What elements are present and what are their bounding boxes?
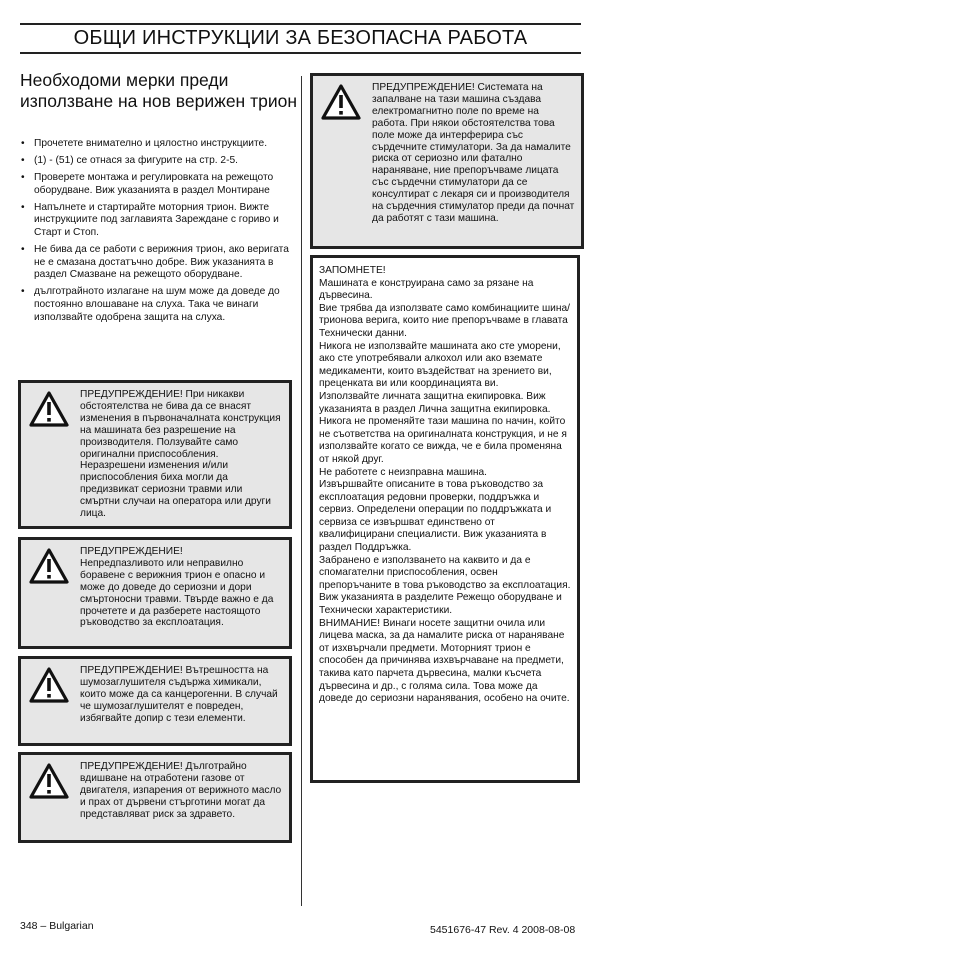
- precautions-list: [20, 138, 295, 329]
- list-item: • (1) - (51) се отнася за фигурите на стр. 2-5.: [20, 155, 295, 168]
- warning-box-pacemaker: [310, 73, 584, 249]
- list-item: • Прочетете внимателно и цялостно инструкциите.: [20, 138, 295, 151]
- list-item: • Проверете монтажа и регулировката на режещото оборудване. Виж указанията в раздел Монтиране: [20, 172, 295, 197]
- document-revision: 5451676-47 Rev. 4 2008-08-08: [430, 924, 576, 936]
- section-heading: Необходоми мерки преди използване на нов верижен трион: [20, 70, 297, 111]
- header-rule-bottom: [20, 52, 581, 54]
- page-number: 348 – Bulgarian: [20, 920, 94, 932]
- warning-triangle-icon: [321, 84, 361, 120]
- list-item: • Напълнете и стартирайте моторния трион. Вижте инструкциите под заглавията Зареждане с гориво и Старт и Стоп.: [20, 202, 295, 240]
- warning-triangle-icon: [29, 763, 69, 799]
- warning-box-exhaust: [18, 752, 292, 843]
- warning-triangle-icon: [29, 548, 69, 584]
- warning-text: ПРЕДУПРЕЖДЕНИЕ! Непредпазливото или неправилно боравене с верижния трион е опасно и може до доведе до сериозни и дори смъртоносни травми. Твърде важно е да прочетете и да разберете настоящото ръководство за експлоатация.: [80, 546, 274, 629]
- column-divider: [301, 76, 302, 906]
- warning-text: ПРЕДУПРЕЖДЕНИЕ! Системата на запалване на тази машина създава електромагнитно поле по време на работа. При някои обстоятелства това поле може да интерферира със сърдечните стимулатори. За да намалите риска от сериозно или фатално нараняване, ние препоръчваме лицата със сърдечни стимулатори да се консултират с лекаря си и производителя на сърдечния стимулатор преди да почнат да работят с тази машина.: [372, 82, 575, 224]
- list-item: • дълготрайното излагане на шум може да доведе до постоянно влошаване на слуха. Така че винаги използвайте одобрена защита на слуха.: [20, 286, 295, 324]
- warning-triangle-icon: [29, 667, 69, 703]
- warning-text: ПРЕДУПРЕЖДЕНИЕ! Дълготрайно вдишване на отработени газове от двигателя, изпарения от верижното масло и прах от дървени стърготини могат да представляват риск за здравето.: [80, 761, 282, 820]
- warning-text: ПРЕДУПРЕЖДЕНИЕ! Вътрешността на шумозаглушителя съдържа химикали, които може да са канцерогенни. В случай че шумозаглушителят е повреден, избягвайте допир с тези елементи.: [80, 665, 278, 724]
- remember-box: [310, 255, 580, 783]
- warning-box-muffler: [18, 656, 292, 746]
- list-item: • Не бива да се работи с верижния трион, ако веригата не е смазана достатъчно добре. Виж указанията в раздел Смазване на режещото оборудване.: [20, 244, 295, 282]
- page-title: ОБЩИ ИНСТРУКЦИИ ЗА БЕЗОПАСНА РАБОТА: [73, 27, 528, 49]
- remember-text: ЗАПОМНЕТЕ! Машината е конструирана само за рязане на дървесина. Вие трябва да използвате само комбинациите шина/трионова верига, които ние препоръчваме в главата Технически данни. Никога не използвайте машината ако сте уморени, ако сте употребявали алкохол или ако вземате медикаменти, които въздействат на зрението ви, преценката ви или координацията ви. Използвайте личната защитна екипировка. Виж указанията в раздел Лична защитна екипировка. Никога не променяйте тази машина по начин, който не съответства на оригиналната конструкция, и не я използвайте когато се вижда, че е била променяна от някой друг. Не работете с неизправна машина. Извършвайте описаните в това ръководство за експлоатация редовни проверки, поддръжка и сервиз. Определени операции по поддръжката и сервиза се извършват единствено от квалифицирани специалисти. Виж указанията в раздел Поддръжка. Забранено е използването на каквито и да е спомагателни приспособления, освен препоръчаните в това ръководство за експлоатация. Виж указанията в разделите Режещо оборудване и Технически характеристики. ВНИМАНИЕ! Винаги носете защитни очила или лицева маска, за да намалите риска от нараняване от изхвърчали предмети. Моторният трион е способен да причинява изхвърчаване на предмети, такива като парчета дървесина, малки късчета дървесина и др., с голяма сила. Това може да доведе до сериозни наранявания, особено на очите.: [319, 265, 571, 705]
- warning-box-modifications: [18, 380, 292, 529]
- warning-text: ПРЕДУПРЕЖДЕНИЕ! При никакви обстоятелства не бива да се внасят изменения в първоначалната конструкция на машината без разрешение на производителя. Ползувайте само оригинални приспособления. Неразрешени изменения и/или приспособления биха могли да предизвикат сериозни травми или смъртни случаи на оператора или други лица.: [80, 389, 281, 520]
- warning-box-careless-handling: [18, 537, 292, 649]
- warning-triangle-icon: [29, 391, 69, 427]
